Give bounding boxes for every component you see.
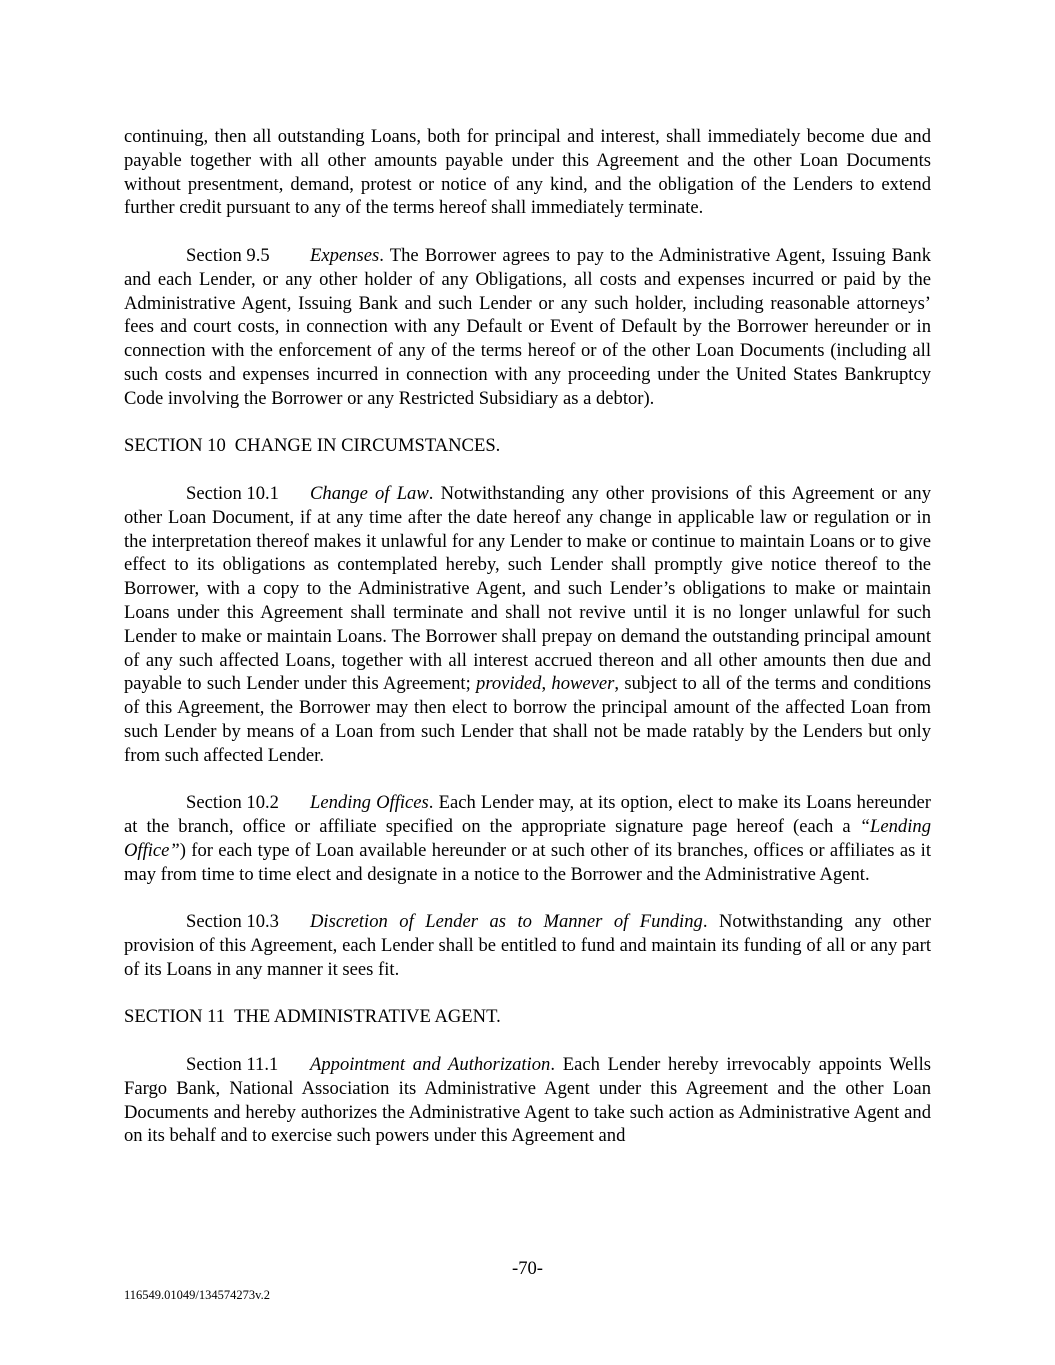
provided-term: provided <box>476 673 542 695</box>
section-title: Lending Offices <box>310 792 429 814</box>
section-title: Discretion of Lender as to Manner of Funding <box>310 911 703 933</box>
heading-title: CHANGE IN CIRCUMSTANCES. <box>234 435 501 457</box>
page-number: -70- <box>512 1258 543 1279</box>
section-title: Appointment and Authorization <box>310 1054 551 1076</box>
section-body: The Borrower agrees to pay to the Administrative Agent, Issuing Bank and each Lender, or any other holder of any Obligations, all costs and expenses incurred or paid by the Administrative Agent, Issuing Bank and such Lender or any such holder, including reasonable attorneys’ fees and court costs, in connection with any Default or Event of Default by the Borrower hereunder or in connection with the enforcement of any of the terms hereof or of the other Loan Documents (including all such costs and expenses incurred in connection with any proceeding under the United States Bankruptcy Code involving the Borrower or any Restricted Subsidiary as a debtor). <box>124 244 931 409</box>
section-number: Section 10.2 <box>186 792 279 814</box>
defined-term: “Lending Office” <box>124 816 931 861</box>
section-title: Expenses <box>310 244 380 266</box>
document-body <box>124 125 931 1172</box>
paragraph-continuation <box>124 125 931 220</box>
section-number: Section 10.1 <box>186 482 279 504</box>
heading-number: SECTION 10 <box>124 435 226 457</box>
document-id: 116549.01049/134574273v.2 <box>124 1288 270 1302</box>
paragraph-text: continuing, then all outstanding Loans, both for principal and interest, shall immediately become due and payable together with all other amounts payable under this Agreement and the other Loan Documents without presentment, demand, protest or notice of any kind, and the obligation of the Lenders to extend further credit pursuant to any of the terms hereof shall immediately terminate. <box>124 126 931 219</box>
section-number: Section 10.3 <box>186 911 279 933</box>
section-10-2: Section 10.2 Lending Offices. Each Lender may, at its option, elect to make its Loans hereunder at the branch, office or affiliate specified on the appropriate signature page hereof (each a “Lending Office”) for each type of Loan available hereunder or at such other of its branches, offices or affiliates as it may from time to time elect and designate in a notice to the Borrower and the Administrative Agent. <box>124 792 931 885</box>
heading-title: THE ADMINISTRATIVE AGENT. <box>234 1006 501 1028</box>
section-body: Each Lender hereby irrevocably appoints Wells Fargo Bank, National Association its Administrative Agent under this Agreement and the other Loan Documents and hereby authorizes the Administrative Agent to take such action as Administrative Agent and on its behalf and to exercise such powers under this Agreement and <box>124 1054 932 1147</box>
section-title: Change of Law <box>310 482 429 504</box>
section-10-heading <box>124 434 931 458</box>
section-body: Each Lender may, at its option, elect to make its Loans hereunder at the branch, office or affiliate specified on the appropriate signature page hereof (each a <box>124 792 931 838</box>
section-10-1: Section 10.1 Change of Law. Notwithstanding any other provisions of this Agreement or any other Loan Document, if at any time after the date hereof any change in applicable law or regulation or in the interpretation thereof makes it unlawful for any Lender to make or continue to maintain Loans or to give effect to its obligations as contemplated hereby, such Lender shall promptly give notice thereof to the Borrower, with a copy to the Administrative Agent, and such Lender’s obligations to make or maintain Loans under this Agreement shall terminate and shall not revive until it is no longer unlawful for such Lender to make or maintain Loans. The Borrower shall prepay on demand the outstanding principal amount of any such affected Loans, together with all interest accrued thereon and all other amounts then due and payable to such Lender under this Agreement; provided, however, subject to all of the terms and conditions of this Agreement, the Borrower may then elect to borrow the principal amount of the affected Loan from such Lender by means of a Loan from such Lender that shall not be made ratably by the Lenders but only from such affected Lender. <box>124 482 932 766</box>
section-11-1: Section 11.1 Appointment and Authorization. Each Lender hereby irrevocably appoints Wells Fargo Bank, National Association its Administrative Agent under this Agreement and the other Loan Documents and hereby authorizes the Administrative Agent to take such action as Administrative Agent and on its behalf and to exercise such powers under this Agreement and <box>124 1054 932 1147</box>
however-term: however <box>551 673 615 695</box>
section-body: Notwithstanding any other provision of this Agreement, each Lender shall be entitled to fund and maintain its funding of all or any part of its Loans in any manner it sees fit. <box>124 911 931 980</box>
section-number: Section 9.5 <box>186 244 270 266</box>
section-11-heading <box>124 1005 931 1029</box>
section-body-continued: , subject to all of the terms and conditions of this Agreement, the Borrower may then elect to borrow the principal amount of the affected Loan from such Lender by means of a Loan from such Lender that shall not be made ratably by the Lenders but only from such affected Lender. <box>124 673 931 766</box>
section-body: Notwithstanding any other provisions of this Agreement or any other Loan Document, if at any time after the date hereof any change in applicable law or regulation or in the interpretation thereof makes it unlawful for any Lender to make or continue to maintain Loans or to give effect to its obligations as contemplated hereby, such Lender shall promptly give notice thereof to the Borrower, with a copy to the Administrative Agent, and such Lender’s obligations to make or maintain Loans under this Agreement shall terminate and shall not revive until it is no longer unlawful for such Lender to make or maintain Loans. The Borrower shall prepay on demand the outstanding principal amount of any such affected Loans, together with all interest accrued thereon and all other amounts then due and payable to such Lender under this Agreement; <box>124 482 932 695</box>
heading-number: SECTION 11 <box>124 1006 226 1028</box>
section-9-5: Section 9.5 Expenses. The Borrower agrees to pay to the Administrative Agent, Issuing Bank and each Lender, or any other holder of any Obligations, all costs and expenses incurred or paid by the Administrative Agent, Issuing Bank and such Lender or any such holder, including reasonable attorneys’ fees and court costs, in connection with any Default or Event of Default by the Borrower hereunder or in connection with the enforcement of any of the terms hereof or of the other Loan Documents (including all such costs and expenses incurred in connection with any proceeding under the United States Bankruptcy Code involving the Borrower or any Restricted Subsidiary as a debtor). <box>124 244 931 409</box>
section-10-3: Section 10.3 Discretion of Lender as to Manner of Funding. Notwithstanding any other provision of this Agreement, each Lender shall be entitled to fund and maintain its funding of all or any part of its Loans in any manner it sees fit. <box>124 911 931 980</box>
section-body-continued: ) for each type of Loan available hereunder or at such other of its branches, offices or affiliates as it may from time to time elect and designate in a notice to the Borrower and the Administrative Agent. <box>124 839 931 885</box>
section-number: Section 11.1 <box>186 1054 279 1076</box>
